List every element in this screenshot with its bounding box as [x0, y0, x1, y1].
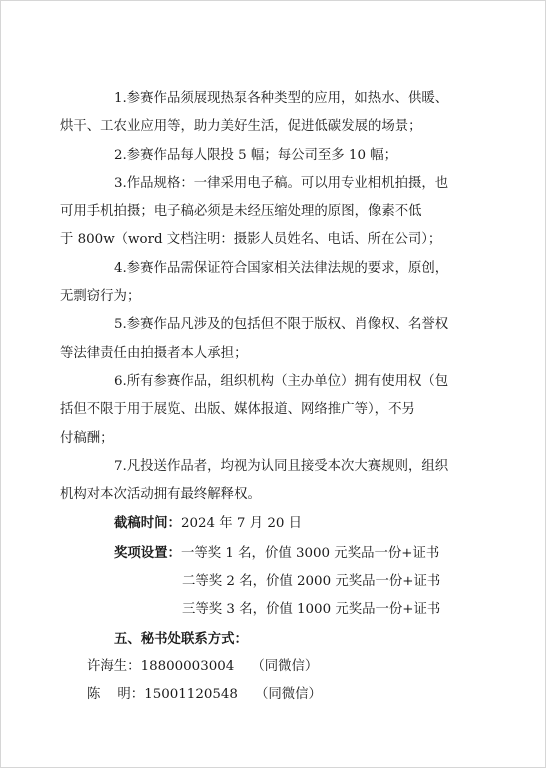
- rule-6-line-1: 6.所有参赛作品，组织机构（主办单位）拥有使用权（包: [114, 373, 449, 389]
- deadline-row: [87, 509, 465, 538]
- rule-item-6: [60, 368, 465, 453]
- rule-item-3: [60, 170, 465, 255]
- award-item-2: 二等奖 2 名，价值 2000 元奖品一份+证书: [182, 574, 441, 590]
- awards-row: [87, 539, 465, 568]
- deadline-label: 截稿时间：: [114, 515, 181, 532]
- contact-2-phone: 15001120548: [144, 687, 238, 703]
- rule-1-line-2: 烘干、工农业应用等，助力美好生活，促进低碳发展的场景；: [60, 119, 422, 135]
- contact-row-1: [87, 653, 465, 681]
- contact-2-note: （同微信）: [254, 687, 322, 703]
- award-row-3: [87, 596, 465, 624]
- rule-item-7: [60, 453, 465, 510]
- contact-1-name: 许海生：: [87, 658, 141, 674]
- rule-3-line-2: 可用手机拍摄；电子稿必须是未经压缩处理的原图，像素不低: [60, 204, 422, 220]
- award-row-2: [87, 568, 465, 596]
- rule-5-line-2: 等法律责任由拍摄者本人承担；: [60, 345, 248, 361]
- contact-1-phone: 18800003004: [140, 658, 235, 674]
- rule-2-line-1: 2.参赛作品每人限投 5 幅；每公司至多 10 幅；: [114, 147, 397, 163]
- rule-3-line-3: 于 800w（word 文档注明：摄影人员姓名、电话、所在公司）；: [60, 232, 442, 248]
- deadline-value: 2024 年 7 月 20 日: [180, 516, 303, 532]
- rule-item-1: [60, 85, 465, 142]
- contact-1-note: （同微信）: [251, 658, 319, 674]
- rule-6-line-2: 括但不限于用于展览、出版、媒体报道、网络推广等），不另: [60, 402, 415, 418]
- contact-row-2: [87, 681, 465, 709]
- awards-label: 奖项设置：: [114, 544, 181, 561]
- rule-7-line-1: 7.凡投送作品者，均视为认同且接受本次大赛规则，组织: [114, 458, 449, 474]
- rule-item-4: [60, 255, 465, 312]
- rule-item-5: [60, 311, 465, 368]
- contact-2-name: 陈 明：: [87, 687, 145, 703]
- rule-4-line-1: 4.参赛作品需保证符合国家相关法律法规的要求，原创，: [114, 260, 449, 276]
- rule-3-line-1: 3.作品规格：一律采用电子稿。可以用专业相机拍摄，也: [114, 175, 449, 191]
- rule-1-line-1: 1.参赛作品须展现热泵各种类型的应用，如热水、供暖、: [114, 91, 449, 106]
- rule-5-line-1: 5.参赛作品凡涉及的包括但不限于版权、肖像权、名誉权: [114, 317, 449, 333]
- rule-4-line-2: 无剽窃行为；: [60, 289, 141, 305]
- award-item-3: 三等奖 3 名，价值 1000 元奖品一份+证书: [182, 602, 441, 618]
- rule-item-2: [87, 142, 465, 170]
- document-body: [60, 85, 465, 710]
- rule-6-line-3: 付稿酬；: [60, 430, 114, 446]
- rule-7-line-2: 机构对本次活动拥有最终解释权。: [60, 487, 261, 503]
- secretariat-heading: 五、秘书处联系方式：: [114, 630, 248, 647]
- award-item-1: 一等奖 1 名，价值 3000 元奖品一份+证书: [180, 545, 440, 561]
